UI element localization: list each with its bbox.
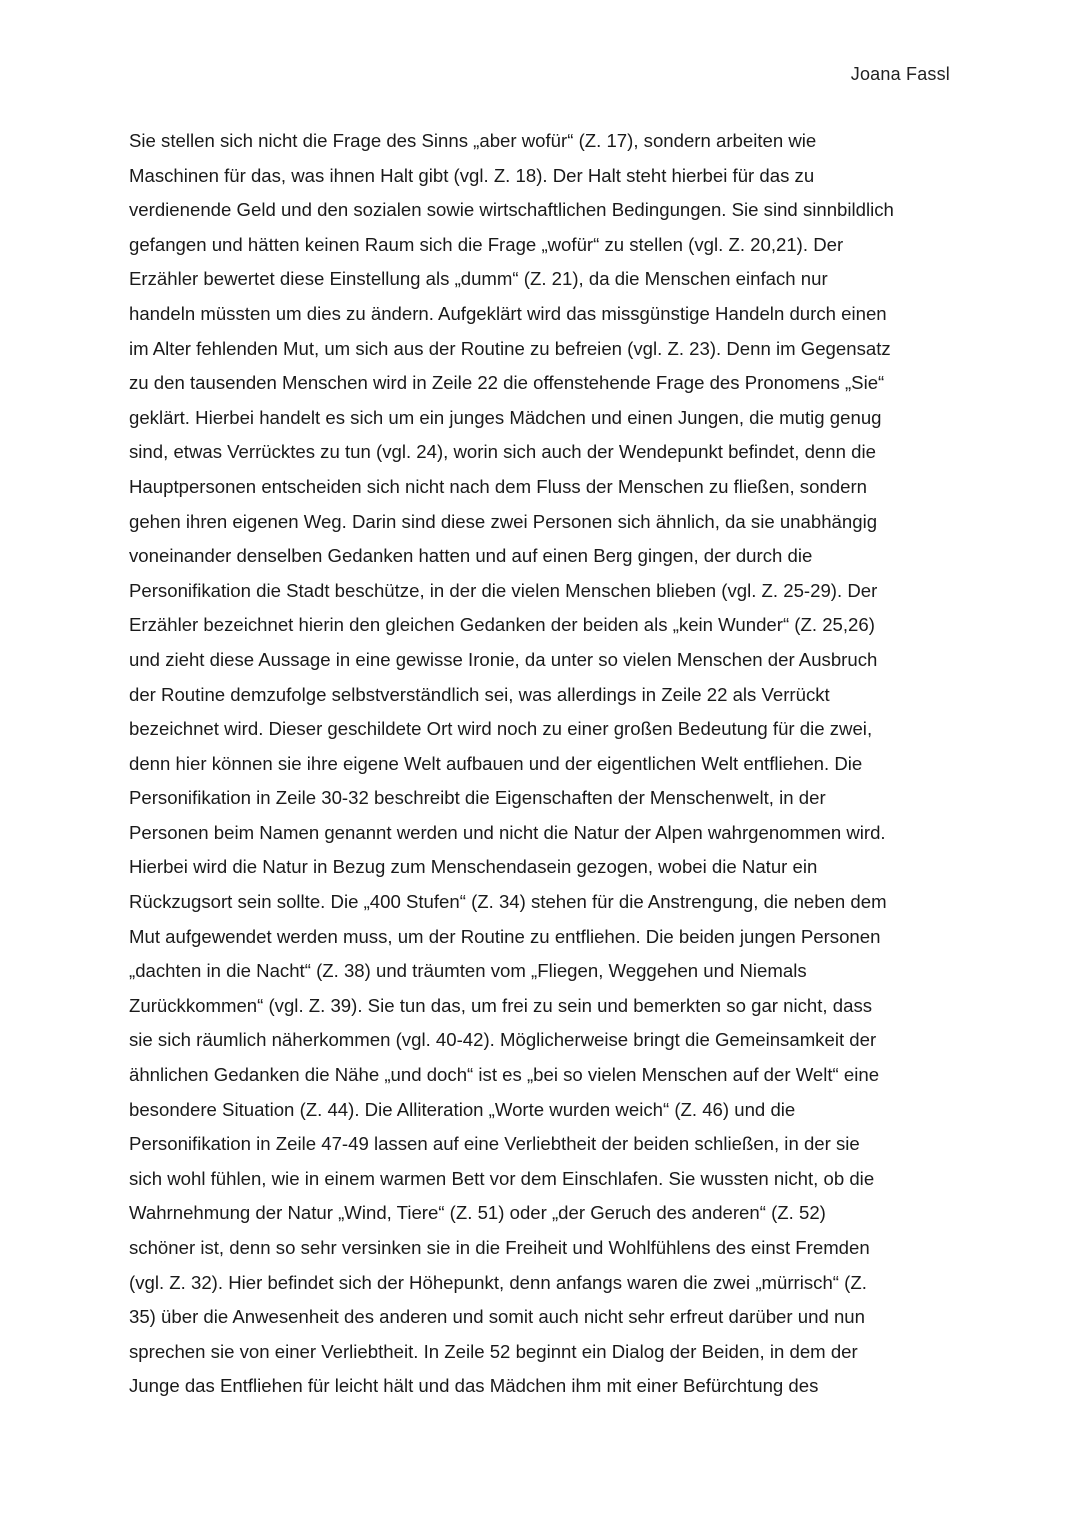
text-line: verdienende Geld und den sozialen sowie wirtschaftlichen Bedingungen. Sie sind sinnbildlich — [129, 199, 894, 221]
text-line: gehen ihren eigenen Weg. Darin sind diese zwei Personen sich ähnlich, da sie unabhängig — [129, 510, 878, 532]
text-line: der Routine demzufolge selbstverständlich sei, was allerdings in Zeile 22 als Verrückt — [129, 683, 830, 705]
text-line: Erzähler bezeichnet hierin den gleichen Gedanken der beiden als „kein Wunder“ (Z. 25,26) — [129, 614, 875, 636]
text-line: Maschinen für das, was ihnen Halt gibt (vgl. Z. 18). Der Halt steht hierbei für das zu — [129, 164, 815, 186]
text-line: sprechen sie von einer Verliebtheit. In Zeile 52 beginnt ein Dialog der Beiden, in dem der — [129, 1340, 858, 1362]
text-line: ähnlichen Gedanken die Nähe „und doch“ ist es „bei so vielen Menschen auf der Welt“ eine — [129, 1064, 880, 1086]
text-line: Junge das Entfliehen für leicht hält und das Mädchen ihm mit einer Befürchtung des — [129, 1375, 819, 1397]
author-name: Joana Fassl — [850, 64, 950, 84]
text-line: Personen beim Namen genannt werden und nicht die Natur der Alpen wahrgenommen wird. — [129, 821, 886, 843]
text-line: Sie stellen sich nicht die Frage des Sinns „aber wofür“ (Z. 17), sondern arbeiten wie — [129, 130, 817, 151]
text-line: geklärt. Hierbei handelt es sich um ein junges Mädchen und einen Jungen, die mutig genug — [129, 406, 882, 428]
text-line: Hauptpersonen entscheiden sich nicht nach dem Fluss der Menschen zu fließen, sondern — [129, 475, 867, 497]
text-line: Mut aufgewendet werden muss, um der Routine zu entfliehen. Die beiden jungen Personen — [129, 925, 881, 947]
text-line: (vgl. Z. 32). Hier befindet sich der Höhepunkt, denn anfangs waren die zwei „mürrisch“ (Z. — [129, 1271, 867, 1293]
text-line: Wahrnehmung der Natur „Wind, Tiere“ (Z. 51) oder „der Geruch des anderen“ (Z. 52) — [129, 1202, 826, 1224]
text-line: sie sich räumlich näherkommen (vgl. 40-42). Möglicherweise bringt die Gemeinsamkeit der — [129, 1029, 877, 1051]
text-line: „dachten in die Nacht“ (Z. 38) und träumten vom „Fliegen, Weggehen und Niemals — [129, 960, 807, 982]
text-line: Hierbei wird die Natur in Bezug zum Menschendasein gezogen, wobei die Natur ein — [129, 856, 818, 878]
text-line: schöner ist, denn so sehr versinken sie in die Freiheit und Wohlfühlens des einst Fremden — [129, 1237, 870, 1258]
body-text — [129, 124, 989, 1404]
text-line: sind, etwas Verrücktes zu tun (vgl. 24), worin sich auch der Wendepunkt befindet, denn die — [129, 441, 876, 463]
text-line: voneinander denselben Gedanken hatten und auf einen Berg gingen, der durch die — [129, 545, 813, 567]
text-line: 35) über die Anwesenheit des anderen und somit auch nicht sehr erfreut darüber und nun — [129, 1306, 865, 1328]
text-line: besondere Situation (Z. 44). Die Alliteration „Worte wurden weich“ (Z. 46) und die — [129, 1098, 796, 1120]
text-line: zu den tausenden Menschen wird in Zeile 22 die offenstehende Frage des Pronomens „Sie“ — [129, 372, 885, 394]
text-line: denn hier können sie ihre eigene Welt aufbauen und der eigentlichen Welt entfliehen. Die — [129, 752, 863, 774]
text-line: Zurückkommen“ (vgl. Z. 39). Sie tun das, um frei zu sein und bemerkten so gar nicht, dass — [129, 994, 873, 1016]
text-line: und zieht diese Aussage in eine gewisse Ironie, da unter so vielen Menschen der Ausbruch — [129, 648, 878, 670]
text-line: gefangen und hätten keinen Raum sich die Frage „wofür“ zu stellen (vgl. Z. 20,21). Der — [129, 233, 844, 255]
text-line: handeln müssten um dies zu ändern. Aufgeklärt wird das missgünstige Handeln durch einen — [129, 302, 887, 324]
text-line: Erzähler bewertet diese Einstellung als „dumm“ (Z. 21), da die Menschen einfach nur — [129, 268, 828, 290]
text-line: sich wohl fühlen, wie in einem warmen Bett vor dem Einschlafen. Sie wussten nicht, ob die — [129, 1167, 875, 1189]
text-line: bezeichnet wird. Dieser geschildete Ort wird noch zu einer großen Bedeutung für die zwei, — [129, 718, 873, 740]
text-line: Personifikation in Zeile 30-32 beschreibt die Eigenschaften der Menschenwelt, in der — [129, 787, 826, 809]
text-line: Rückzugsort sein sollte. Die „400 Stufen“ (Z. 34) stehen für die Anstrengung, die neben dem — [129, 891, 887, 913]
text-line: im Alter fehlenden Mut, um sich aus der Routine zu befreien (vgl. Z. 23). Denn im Gegensatz — [129, 337, 891, 359]
text-line: Personifikation die Stadt beschütze, in der die vielen Menschen blieben (vgl. Z. 25-29). Der — [129, 579, 878, 601]
text-line: Personifikation in Zeile 47-49 lassen auf eine Verliebtheit der beiden schließen, in der sie — [129, 1133, 860, 1155]
